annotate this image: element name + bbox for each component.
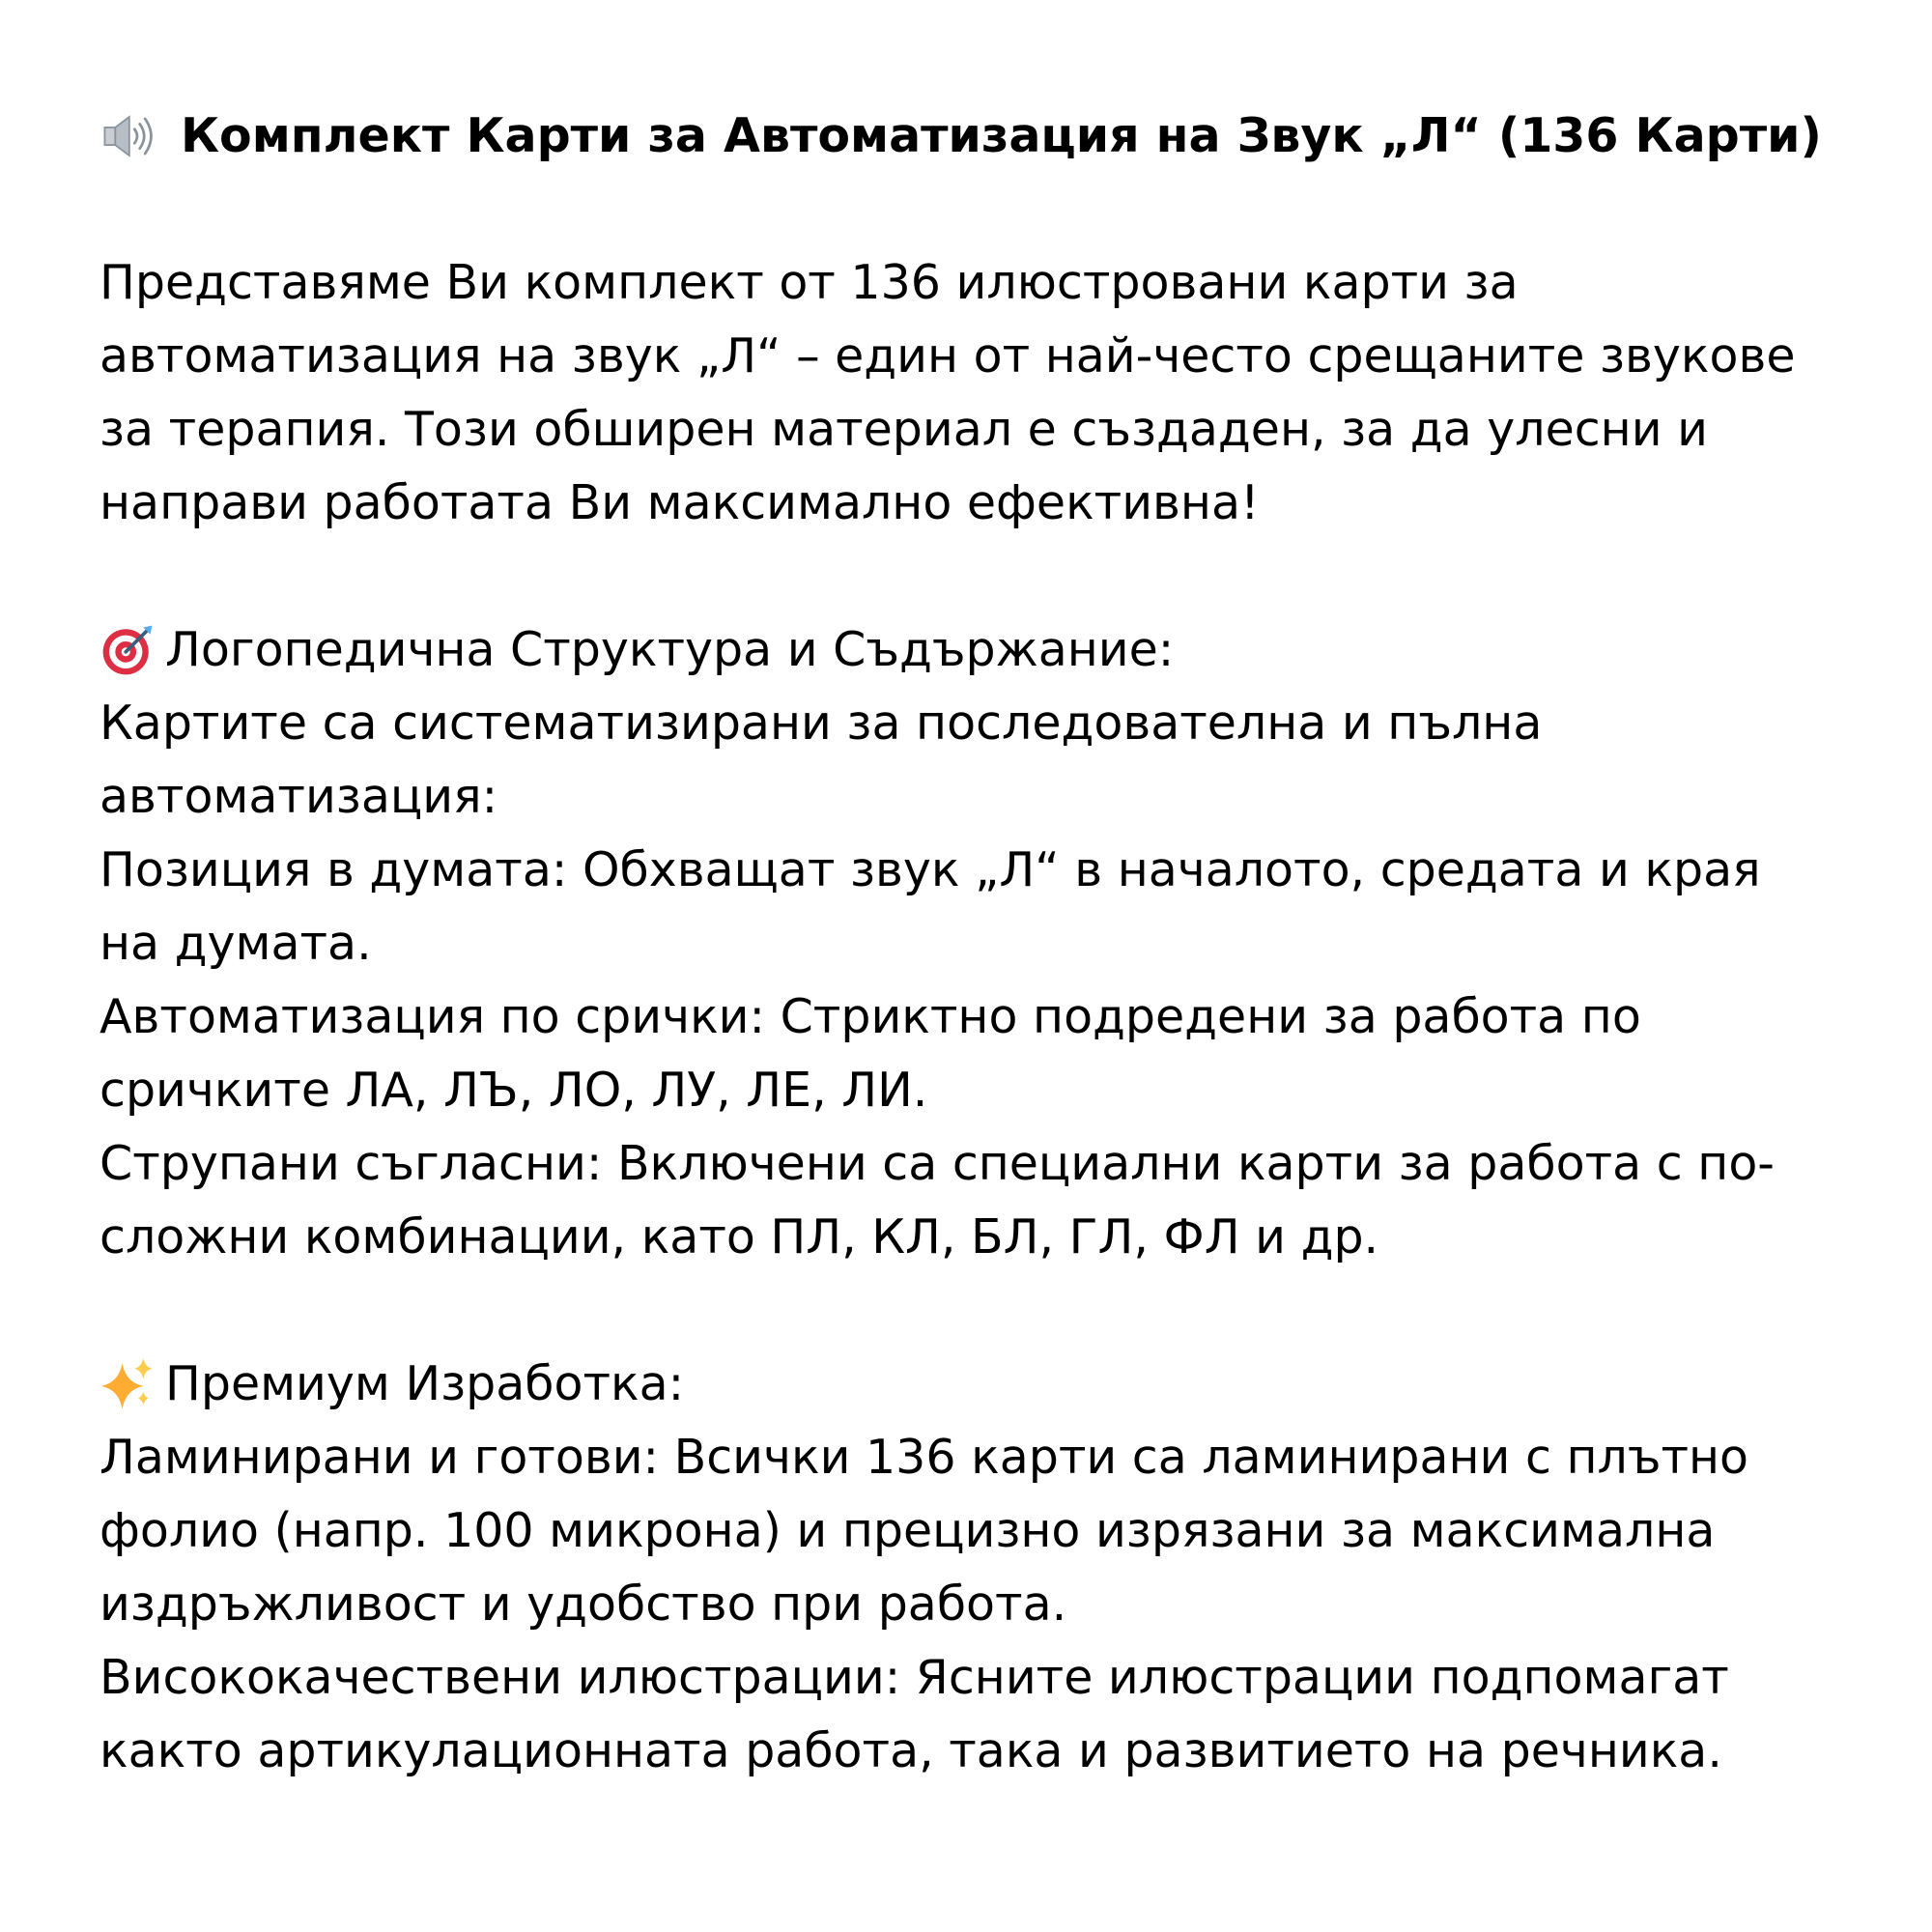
paragraph-line: както артикулационната работа, така и развитието на речника. [99, 1723, 1722, 1778]
title-line [99, 99, 1858, 173]
paragraph-line: Автоматизация по срички: Стриктно подредени за работа по [99, 989, 1641, 1044]
paragraph-line: автоматизация на звук „Л“ – един от най-често срещаните звукове [99, 328, 1796, 384]
spacer [99, 540, 1858, 613]
section-heading-text: Логопедична Структура и Съдържание: [165, 622, 1175, 677]
section-heading [99, 1348, 1858, 1421]
intro-paragraph [99, 246, 1858, 540]
paragraph-line: на думата. [99, 916, 372, 971]
paragraph-line: Струпани съгласни: Включени са специални карти за работа с по- [99, 1136, 1775, 1191]
paragraph-line: Представяме Ви комплект от 136 илюстровани карти за [99, 255, 1519, 310]
paragraph-line: автоматизация: [99, 769, 498, 824]
paragraph-line: направи работата Ви максимално ефективна! [99, 475, 1260, 530]
paragraph-line: Позиция в думата: Обхващат звук „Л“ в началото, средата и края [99, 842, 1761, 897]
paragraph-line: Ламинирани и готови: Всички 136 карти са ламинирани с плътно [99, 1430, 1749, 1485]
paragraph-line: Картите са систематизирани за последователна и пълна [99, 696, 1543, 751]
paragraph-line: издръжливост и удобство при работа. [99, 1577, 1067, 1632]
spacer [99, 1274, 1858, 1348]
document [99, 99, 1858, 1788]
sparkles-icon [99, 1356, 156, 1412]
paragraph-line: фолио (напр. 100 микрона) и прецизно изрязани за максимална [99, 1503, 1716, 1558]
paragraph-line: за терапия. Този обширен материал е създаден, за да улесни и [99, 402, 1708, 457]
spacer [99, 173, 1858, 246]
paragraph-line: сричките ЛА, ЛЪ, ЛО, ЛУ, ЛЕ, ЛИ. [99, 1063, 928, 1118]
section-structure [99, 613, 1858, 1274]
page-title: Комплект Карти за Автоматизация на Звук „Л“ (136 Карти) [181, 108, 1822, 163]
paragraph-line: Висококачествени илюстрации: Ясните илюстрации подпомагат [99, 1650, 1729, 1705]
section-craftsmanship [99, 1348, 1858, 1788]
paragraph-line: сложни комбинации, като ПЛ, КЛ, БЛ, ГЛ, ФЛ и др. [99, 1209, 1379, 1264]
section-heading-text: Премиум Изработка: [165, 1356, 685, 1411]
target-icon [99, 622, 156, 678]
speaker-icon [99, 108, 156, 164]
section-heading [99, 613, 1858, 687]
